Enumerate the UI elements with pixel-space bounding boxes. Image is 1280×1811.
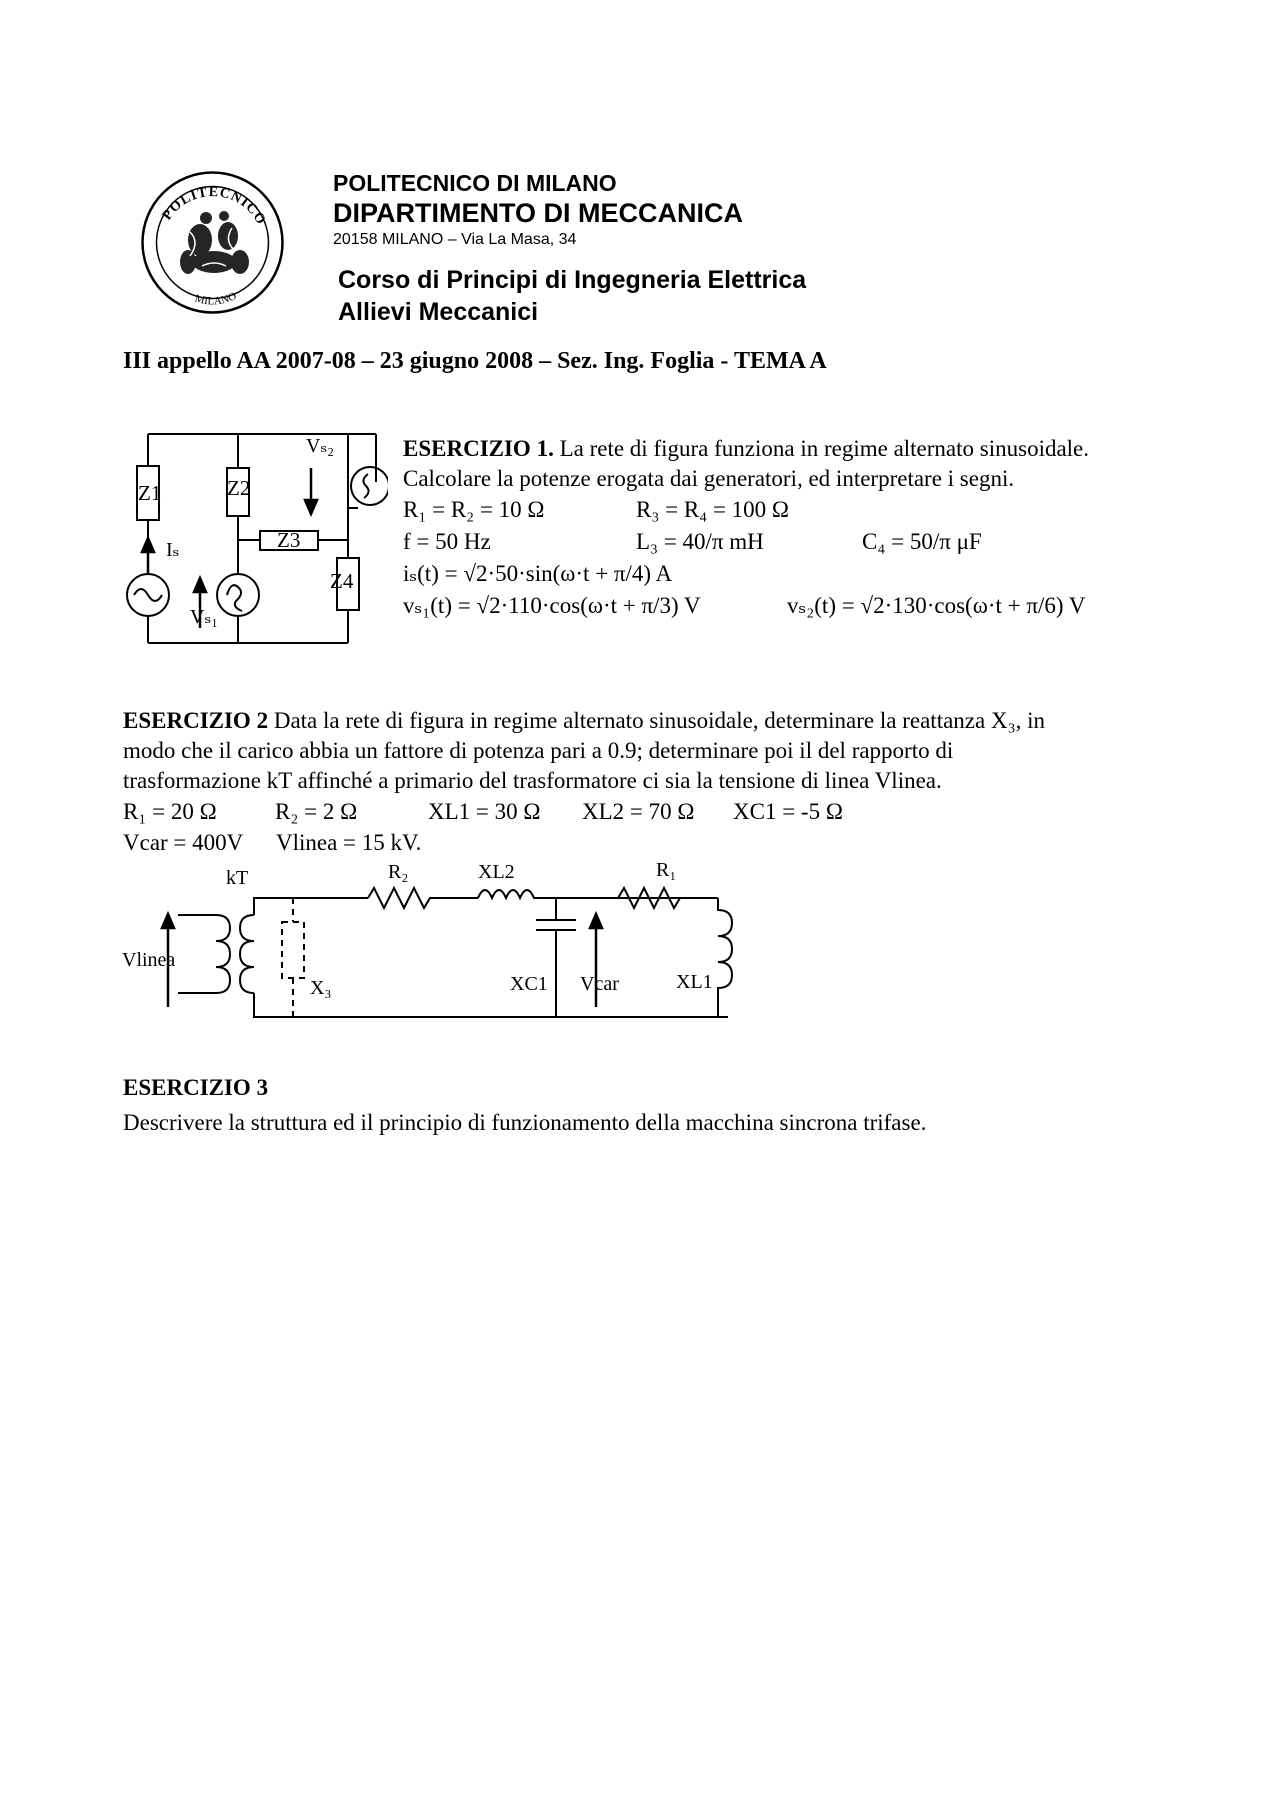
ex2-xl1: XL1 = 30 Ω — [428, 799, 541, 824]
ex1-vs1: vₛ₁(t) = √2·110·cos(ω·t + π/3) V — [403, 593, 701, 618]
ex2-heading: ESERCIZIO 2 — [123, 708, 269, 733]
ex2-vlinea: Vlinea = 15 kV. — [276, 830, 422, 855]
ex3-heading: ESERCIZIO 3 — [123, 1075, 269, 1100]
ex1-r12: R₁ = R₂ = 10 Ω — [403, 497, 545, 522]
ex1-freq: f = 50 Hz — [403, 529, 491, 554]
svg-text:POLITECNICO: POLITECNICO — [159, 185, 269, 228]
ex1-l3: L₃ = 40/π mH — [636, 529, 764, 554]
fig2-r2-label: R₂ — [388, 862, 409, 883]
ex2-r2: R₂ = 2 Ω — [275, 799, 358, 824]
fig1-is-label: Iₛ — [166, 539, 180, 561]
fig1-z1-label: Z1 — [138, 481, 162, 505]
ex1-c4: C₄ = 50/π μF — [862, 529, 982, 554]
fig2-xl2-label: XL2 — [478, 862, 515, 883]
course-title: Corso di Principi di Ingegneria Elettrica — [338, 266, 807, 294]
ex3-text: Descrivere la struttura ed il principio di funzionamento della macchina sincrona trifase. — [123, 1110, 927, 1135]
fig2-xl1-label: XL1 — [676, 971, 713, 993]
ex2-line1 — [123, 706, 1045, 736]
ex2-text1: Data la rete di figura in regime alternato sinusoidale, determinare la reattanza X₃, in — [273, 708, 1045, 733]
fig2-vlinea-label: Vlinea — [122, 949, 176, 971]
department-name: DIPARTIMENTO DI MECCANICA — [333, 198, 743, 228]
course-audience: Allievi Meccanici — [338, 298, 539, 326]
ex2-text2: modo che il carico abbia un fattore di potenza pari a 0.9; determinare poi il del rapporto di — [123, 738, 954, 763]
circuit-diagram-1 — [118, 428, 388, 658]
fig1-z3-label: Z3 — [277, 528, 301, 552]
department-address: 20158 MILANO – Via La Masa, 34 — [333, 231, 577, 248]
ex2-xl2: XL2 = 70 Ω — [582, 799, 695, 824]
ex2-vcar: Vcar = 400V — [123, 830, 244, 855]
ex1-line1 — [403, 434, 1089, 464]
ex1-is: iₛ(t) = √2·50·sin(ω·t + π/4) A — [403, 561, 673, 586]
fig2-kt-label: kT — [226, 867, 249, 889]
fig2-r1-label: R₁ — [656, 862, 677, 881]
ex1-r34: R₃ = R₄ = 100 Ω — [636, 497, 790, 522]
fig2-vcar-label: Vcar — [580, 973, 619, 995]
ex2-xc1: XC1 = -5 Ω — [733, 799, 843, 824]
exam-title: III appello AA 2007-08 – 23 giugno 2008 – Sez. Ing. Foglia - TEMA A — [123, 348, 827, 374]
fig1-z4-label: Z4 — [330, 569, 354, 593]
ex1-vs2: vₛ₂(t) = √2·130·cos(ω·t + π/6) V — [787, 593, 1086, 618]
fig1-vs2-label: Vₛ₂ — [306, 435, 335, 457]
fig1-z2-label: Z2 — [227, 476, 251, 500]
ex1-text2: Calcolare la potenze erogata dai generatori, ed interpretare i segni. — [403, 466, 1015, 491]
politecnico-seal-logo — [140, 170, 285, 315]
circuit-diagram-2 — [118, 862, 748, 1022]
ex1-text1: La rete di figura funziona in regime alternato sinusoidale. — [559, 436, 1090, 461]
institution-name: POLITECNICO DI MILANO — [333, 170, 617, 196]
fig1-vs1-label: Vₛ₁ — [190, 606, 219, 628]
ex2-text3: trasformazione kT affinché a primario del trasformatore ci sia la tensione di linea Vlinea. — [123, 768, 942, 793]
fig2-x3-label: X₃ — [310, 977, 332, 999]
ex1-heading: ESERCIZIO 1. — [403, 436, 554, 461]
ex2-r1: R₁ = 20 Ω — [123, 799, 217, 824]
svg-text:MILANO: MILANO — [193, 290, 239, 308]
fig2-xc1-label: XC1 — [510, 973, 548, 995]
